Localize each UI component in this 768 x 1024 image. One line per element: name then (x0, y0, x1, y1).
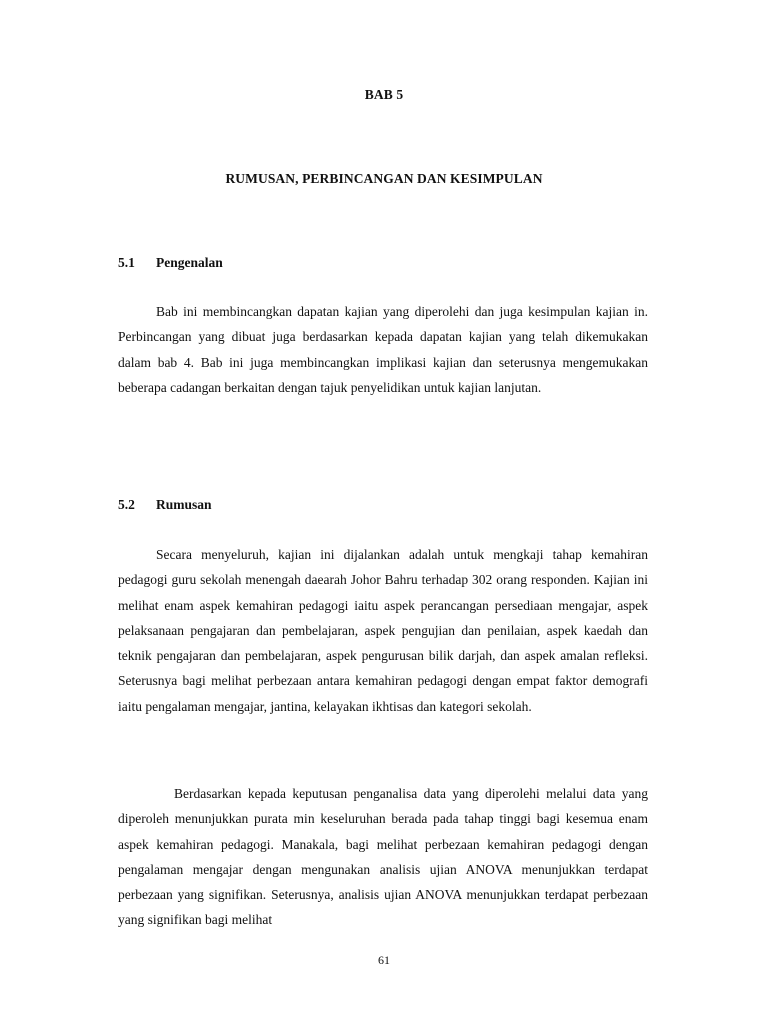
section-title: Rumusan (156, 497, 212, 512)
section-title: Pengenalan (156, 255, 223, 270)
paragraph: Bab ini membincangkan dapatan kajian yang diperolehi dan juga kesimpulan kajian in. Perbincangan yang dibuat juga berdasarkan kepada dapatan kajian yang telah dikemukakan dalam bab 4. Bab ini juga membincangkan implikasi kajian dan seterusnya mengemukakan beberapa cadangan berkaitan dengan tajuk penyelidikan untuk kajian lanjutan. (118, 304, 648, 395)
page-number: 61 (378, 953, 390, 967)
chapter-title: RUMUSAN, PERBINCANGAN DAN KESIMPULAN (225, 171, 543, 186)
chapter-heading: BAB 5 (364, 87, 404, 102)
section-number: 5.1 (118, 255, 135, 270)
paragraph: Secara menyeluruh, kajian ini dijalankan adalah untuk mengkaji tahap kemahiran pedagogi guru sekolah menengah daearah Johor Bahru terhadap 302 orang responden. Kajian ini melihat enam aspek kemahiran pedagogi iaitu aspek perancangan persediaan mengajar, aspek pelaksanaan pengajaran dan pembelajaran, aspek pengujian dan penilaian, aspek kaedah dan teknik pengajaran dan pembelajaran, aspek pengurusan bilik darjah, dan aspek amalan refleksi. Seterusnya bagi melihat perbezaan antara kemahiran pedagogi dengan empat faktor demografi iaitu pengalaman mengajar, jantina, kelayakan ikhtisas dan kategori sekolah. (118, 547, 648, 714)
section-number: 5.2 (118, 497, 135, 512)
paragraph: Berdasarkan kepada keputusan penganalisa data yang diperolehi melalui data yang diperoleh menunjukkan purata min keseluruhan berada pada tahap tinggi bagi kesemua enam aspek kemahiran pedagogi. Manakala, bagi melihat perbezaan kemahiran pedagogi dengan pengalaman mengajar dengan mengunakan analisis ujian ANOVA menunjukkan terdapat perbezaan yang signifikan. Seterusnya, analisis ujian ANOVA menunjukkan terdapat perbezaan yang signifikan bagi melihat (118, 786, 648, 928)
